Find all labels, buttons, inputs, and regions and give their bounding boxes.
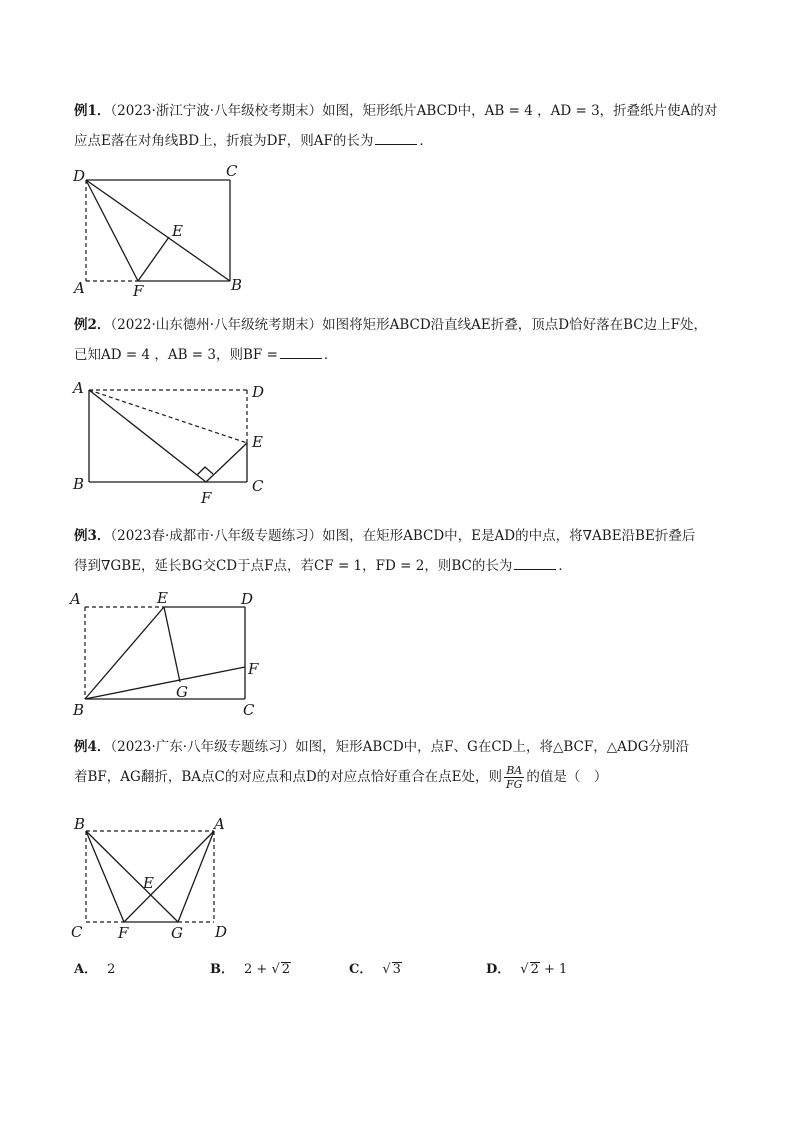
example-4-question: 着BF，AG翻折，BA点C的对应点和点D的对应点恰好重合在点E处，则 (74, 769, 502, 785)
point-label-C: C (226, 162, 238, 180)
point-label-C: C (71, 923, 83, 941)
example-3-question: 得到∇GBE，延长BG交CD于点F点，若CF = 1，FD = 2，则BC的长为 (74, 558, 513, 574)
point-label-E: E (157, 589, 168, 607)
example-4-question-end: 的值是（ ） (526, 769, 608, 785)
choice-value: 2 (107, 962, 116, 977)
example-1-question: 应点E落在对角线BD上，折痕为DF，则AF的长为 (74, 133, 374, 149)
point-label-A: A (73, 379, 84, 397)
choice-c[interactable]: C． √ 3 (349, 962, 401, 977)
example-2-statement: 如图将矩形ABCD沿直线AE折叠，顶点D恰好落在BC边上F处， (322, 317, 707, 333)
point-label-B: B (73, 701, 85, 719)
segment-BG (86, 831, 178, 922)
point-label-F: F (248, 660, 259, 678)
choice-d[interactable]: D． √ 2 + 1 (486, 962, 568, 977)
point-label-C: C (243, 701, 255, 719)
point-label-B: B (74, 815, 86, 833)
example-2-label: 例2． (74, 317, 111, 333)
point-label-G: G (171, 924, 183, 942)
point-label-G: G (176, 683, 188, 701)
example-4-statement: 如图，矩形ABCD中，点F、G在CD上，将△BCF，△ADG分别沿 (295, 739, 689, 755)
point-label-F: F (201, 489, 212, 507)
choice-value: 2 + (244, 962, 272, 977)
radicand: 3 (392, 962, 401, 977)
period: ． (558, 558, 572, 574)
point-label-E: E (172, 222, 183, 240)
example-3-source: （2023春·成都市·八年级专题练习） (110, 528, 323, 544)
example-1-label: 例1． (74, 103, 111, 119)
radicand: 2 (281, 962, 291, 977)
example-3-statement: 如图，在矩形ABCD中，E是AD的中点，将∇ABE沿BE折叠后 (322, 528, 696, 544)
radicand: 2 (530, 962, 539, 977)
choice-letter: B． (210, 962, 234, 977)
period: ． (419, 133, 433, 149)
fraction-denominator: FG (506, 778, 523, 791)
point-label-F: F (133, 282, 144, 300)
segment-AG (178, 831, 214, 922)
point-label-D: D (241, 590, 254, 608)
point-label-A: A (70, 590, 81, 608)
choice-letter: D． (486, 962, 511, 977)
point-label-B: B (231, 276, 243, 294)
choice-a[interactable] (74, 958, 115, 977)
example-2-source: （2022·山东德州·八年级统考期末） (110, 317, 323, 333)
point-label-A: A (74, 279, 85, 297)
point-label-C: C (252, 477, 264, 495)
fraction-numerator: BA (504, 764, 524, 778)
example-4-source: （2023·广东·八年级专题练习） (110, 739, 296, 755)
answer-choices (74, 958, 634, 982)
example-1-source: （2023·浙江宁波·八年级校考期末） (110, 103, 323, 119)
segment-AF (124, 831, 214, 922)
example-2-question: 已知AD = 4 ，AB = 3，则BF = (74, 347, 278, 363)
point-label-D: D (252, 383, 265, 401)
point-label-E: E (143, 874, 154, 892)
example-4-label: 例4． (74, 739, 111, 755)
period: ． (323, 347, 338, 363)
point-label-D: D (215, 923, 228, 941)
point-label-A: A (214, 815, 225, 833)
point-label-D: D (73, 167, 86, 185)
choice-value: + 1 (539, 962, 568, 977)
choice-letter: A． (74, 962, 98, 977)
example-1-statement: 如图，矩形纸片ABCD中，AB = 4 ，AD = 3，折叠纸片使A的对 (322, 103, 718, 119)
choice-b[interactable]: B． 2 + √ 2 (210, 962, 291, 977)
example-3-label: 例3． (74, 528, 111, 544)
point-label-F: F (118, 924, 129, 942)
point-label-B: B (73, 475, 85, 493)
segment-BF (86, 831, 124, 922)
choice-letter: C． (349, 962, 373, 977)
point-label-E: E (252, 433, 263, 451)
